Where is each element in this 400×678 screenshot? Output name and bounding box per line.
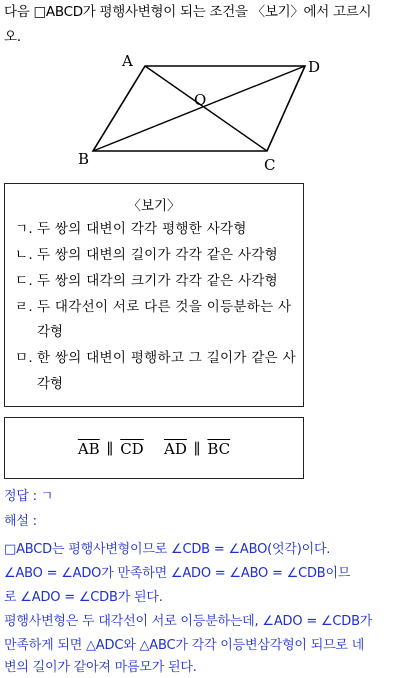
explanation-line-6: 변의 길이가 같아져 마름모가 된다.: [4, 660, 197, 675]
segment-ab: $\overline{AB}$: [77, 440, 100, 458]
answer-label: 정답 : ㄱ: [4, 489, 54, 504]
bogi-item-1: ㄱ. 두 쌍의 대변이 각각 평행한 사각형: [15, 221, 247, 237]
segment-cd: $\overline{CD}$: [120, 440, 144, 458]
bogi-item-4: ㄹ. 두 대각선이 서로 다른 것을 이등분하는 사: [15, 299, 292, 315]
explanation-line-1: □ABCD는 평행사변형이므로 ∠CDB = ∠ABO(엇각)이다.: [4, 542, 331, 557]
bogi-item-4-cont: 각형: [37, 324, 64, 340]
bogi-item-2: ㄴ. 두 쌍의 대변의 길이가 각각 같은 사각형: [15, 247, 279, 263]
parallel-symbol-2: ∥: [193, 440, 201, 458]
bogi-box: [4, 183, 304, 407]
segment-ad: $\overline{AD}$: [164, 440, 187, 458]
label-c: C: [264, 156, 276, 174]
label-d: D: [308, 58, 321, 76]
explanation-label: 해설 :: [4, 514, 37, 529]
explanation-line-5: 만족하게 되면 △ADC와 △ABC가 각각 이등변삼각형이 되므로 네: [4, 638, 365, 653]
parallel-symbol-1: ∥: [106, 440, 114, 458]
label-b: B: [78, 150, 90, 168]
bogi-item-5-cont: 각형: [37, 376, 64, 392]
label-a: A: [122, 52, 133, 70]
question-text: [4, 0, 396, 50]
bogi-item-3: ㄷ. 두 쌍의 대각의 크기가 각각 같은 사각형: [15, 273, 279, 289]
question-line-1: 다음 □ABCD가 평행사변형이 되는 조건을 〈보기〉에서 고르시: [4, 4, 372, 20]
bogi-item-5: ㅁ. 한 쌍의 대변이 평행하고 그 길이가 같은 사: [15, 350, 296, 366]
explanation-line-3: 로 ∠ADO = ∠CDB가 된다.: [4, 590, 163, 605]
segment-bc: $\overline{BC}$: [207, 440, 231, 458]
condition-text: [5, 440, 303, 458]
parallelogram-figure: [70, 50, 340, 180]
bogi-title: 〈보기〉: [127, 198, 181, 214]
question-line-2: 오.: [4, 29, 21, 45]
explanation-line-4: 평행사변형은 두 대각선이 서로 이등분하는데, ∠ADO = ∠CDB가: [4, 614, 373, 629]
explanation-line-2: ∠ABO = ∠ADO가 만족하면 ∠ADO = ∠ABO = ∠CDB이므: [4, 566, 351, 581]
condition-box: [4, 417, 304, 479]
label-o: O: [194, 91, 207, 109]
